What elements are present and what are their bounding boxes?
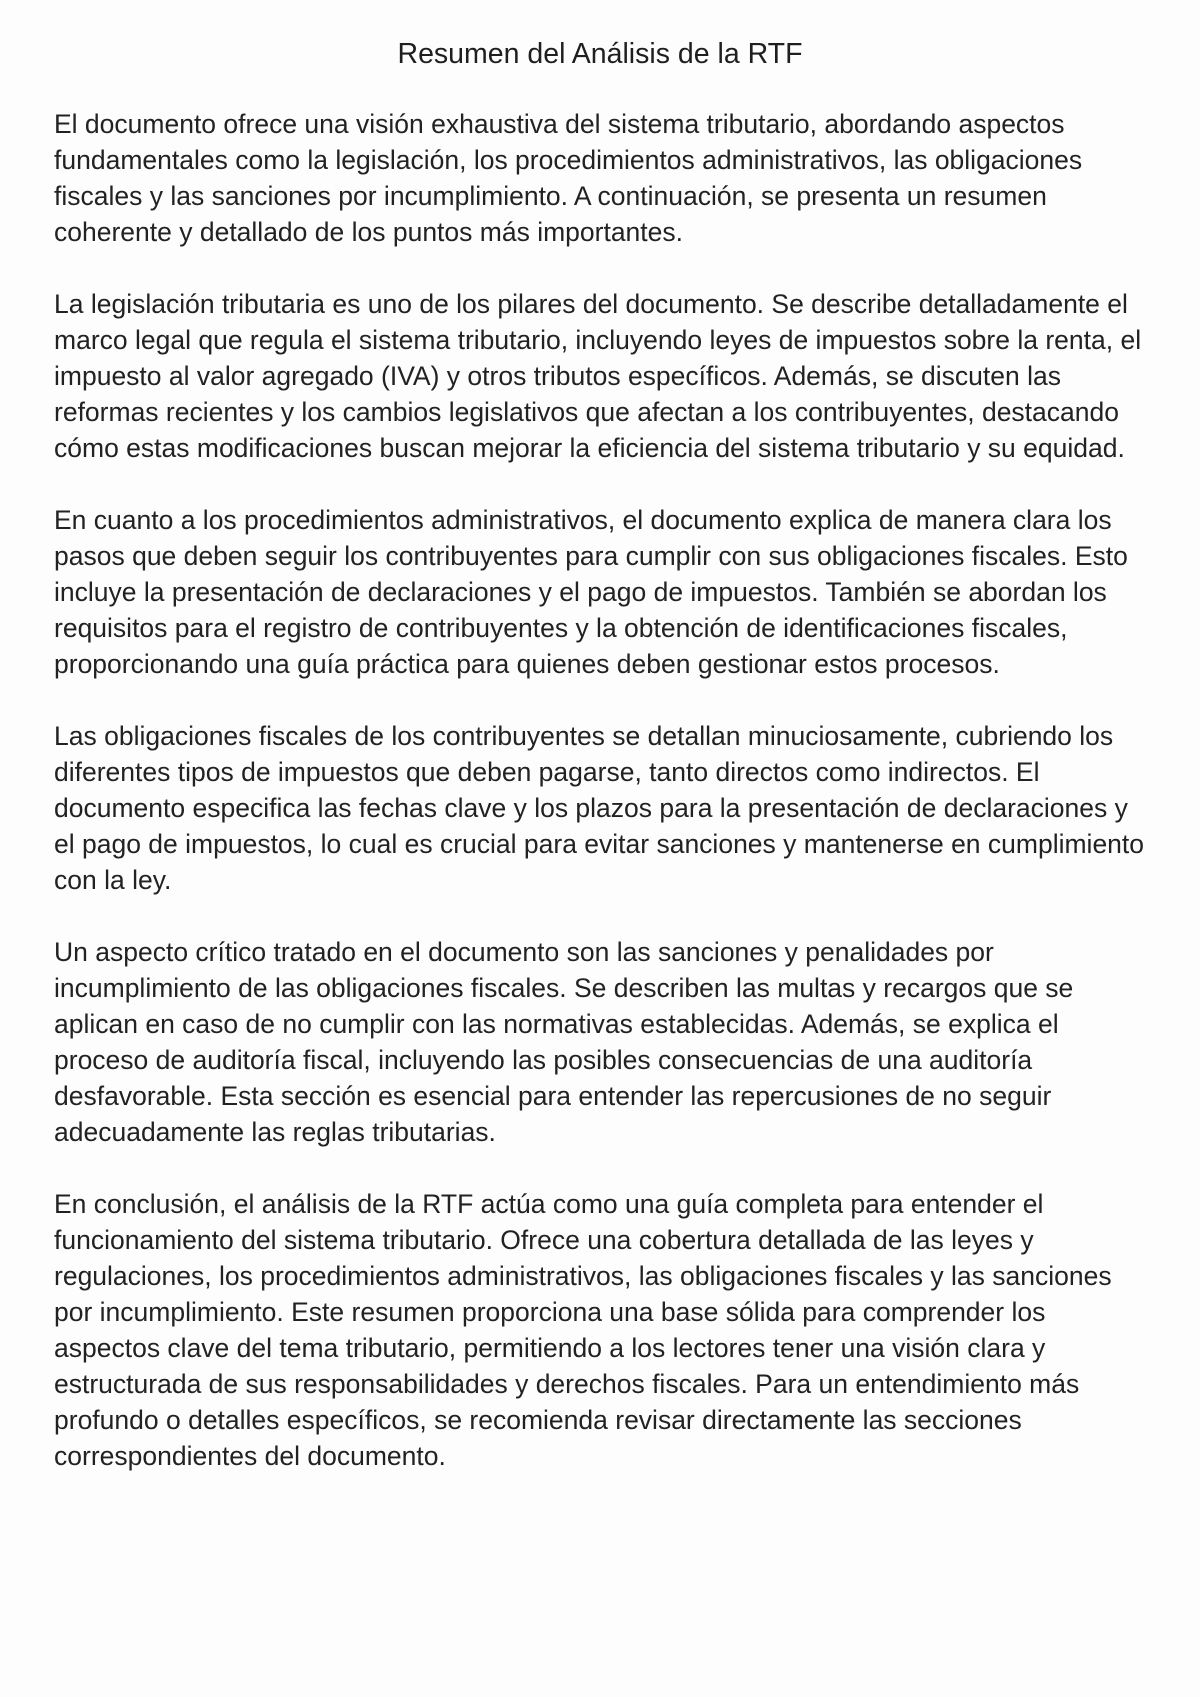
- paragraph-procedures: En cuanto a los procedimientos administrativos, el documento explica de manera clara los pasos que deben seguir los contribuyentes para cumplir con sus obligaciones fiscales. Esto incluye la presentación de declaraciones y el pago de impuestos. También se abordan los requisitos para el registro de contribuyentes y la obtención de identificaciones fiscales, proporcionando una guía práctica para quienes deben gestionar estos procesos.: [54, 505, 1128, 679]
- paragraph-obligations: Las obligaciones fiscales de los contribuyentes se detallan minuciosamente, cubriendo los diferentes tipos de impuestos que deben pagarse, tanto directos como indirectos. El documento especifica las fechas clave y los plazos para la presentación de declaraciones y el pago de impuestos, lo cual es crucial para evitar sanciones y mantenerse en cumplimiento con la ley.: [54, 721, 1145, 895]
- paragraph-conclusion: En conclusión, el análisis de la RTF actúa como una guía completa para entender el funcionamiento del sistema tributario. Ofrece una cobertura detallada de las leyes y regulaciones, los procedimientos administrativos, las obligaciones fiscales y las sanciones por incumplimiento. Este resumen proporciona una base sólida para comprender los aspectos clave del tema tributario, permitiendo a los lectores tener una visión clara y estructurada de sus responsabilidades y derechos fiscales. Para un entendimiento más profundo o detalles específicos, se recomienda revisar directamente las secciones correspondientes del documento.: [54, 1189, 1112, 1471]
- paragraph-legislation: La legislación tributaria es uno de los pilares del documento. Se describe detalladamente el marco legal que regula el sistema tributario, incluyendo leyes de impuestos sobre la renta, el impuesto al valor agregado (IVA) y otros tributos específicos. Además, se discuten las reformas recientes y los cambios legislativos que afectan a los contribuyentes, destacando cómo estas modificaciones buscan mejorar la eficiencia del sistema tributario y su equidad.: [54, 289, 1142, 463]
- document-title: Resumen del Análisis de la RTF: [397, 38, 803, 70]
- paragraph-intro: El documento ofrece una visión exhaustiva del sistema tributario, abordando aspectos fundamentales como la legislación, los procedimientos administrativos, las obligaciones fiscales y las sanciones por incumplimiento. A continuación, se presenta un resumen coherente y detallado de los puntos más importantes.: [54, 109, 1083, 247]
- paragraph-sanctions: Un aspecto crítico tratado en el documento son las sanciones y penalidades por incumplimiento de las obligaciones fiscales. Se describen las multas y recargos que se aplican en caso de no cumplir con las normativas establecidas. Además, se explica el proceso de auditoría fiscal, incluyendo las posibles consecuencias de una auditoría desfavorable. Esta sección es esencial para entender las repercusiones de no seguir adecuadamente las reglas tributarias.: [54, 937, 1074, 1147]
